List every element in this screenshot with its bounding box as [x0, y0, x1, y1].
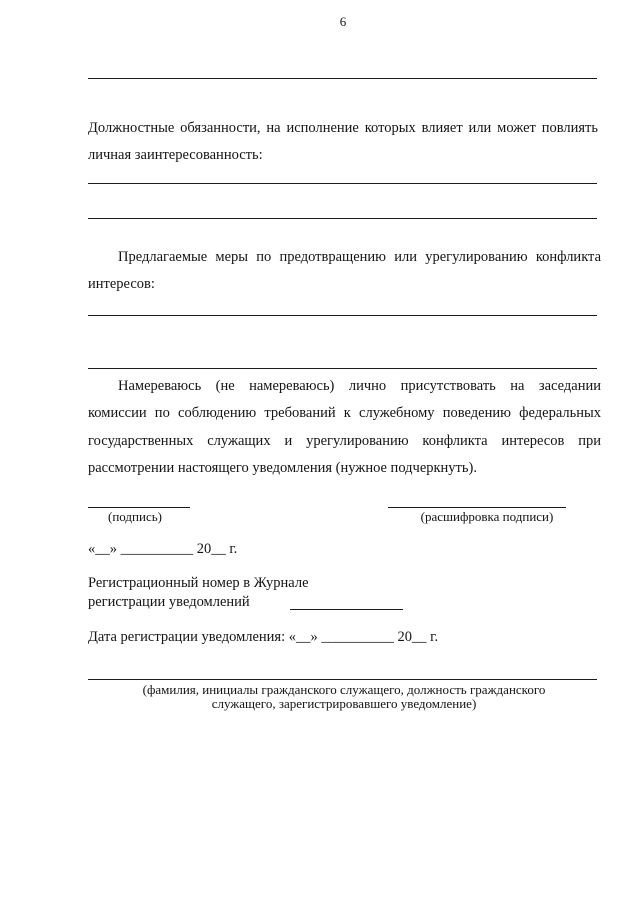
registrar-caption-line-2: служащего, зарегистрировавшего уведомление): [211, 696, 477, 711]
measures-text-line-1: Предлагаемые меры по предотвращению или урегулированию конфликта: [118, 249, 601, 265]
measures-text-line-2: интересов:: [88, 276, 155, 292]
signature-caption: (подпись): [108, 509, 162, 524]
registration-date-line: Дата регистрации уведомления: «__» __________ 20__ г.: [88, 629, 439, 645]
attendance-text-line-2: комиссии по соблюдению требований к служебному поведению федеральных: [88, 405, 601, 421]
attendance-text-line-4: рассмотрении настоящего уведомления (нужное подчеркнуть).: [88, 460, 477, 476]
signature-blank-line: [88, 507, 190, 508]
registrar-blank-line: [88, 679, 597, 680]
page-number: 6: [339, 14, 347, 29]
duties-text-line-1: Должностные обязанности, на исполнение которых влияет или может повлиять: [88, 120, 598, 136]
duties-blank-line-2: [88, 218, 597, 219]
attendance-text-line-1: Намереваюсь (не намереваюсь) лично присутствовать на заседании: [118, 378, 601, 394]
duties-text-line-2: личная заинтересованность:: [88, 147, 263, 163]
registration-number-label-line-1: Регистрационный номер в Журнале: [88, 575, 309, 591]
registration-number-blank-line: [290, 609, 403, 610]
blank-line-top: [88, 78, 597, 79]
measures-blank-line-1: [88, 315, 597, 316]
signature-transcript-caption: (расшифровка подписи): [420, 509, 554, 524]
registrar-caption-line-1: (фамилия, инициалы гражданского служащего, должность гражданского: [142, 682, 546, 697]
registration-number-label-line-2: регистрации уведомлений: [88, 594, 250, 610]
date-line: «__» __________ 20__ г.: [88, 541, 238, 557]
signature-transcript-blank-line: [388, 507, 566, 508]
measures-blank-line-2: [88, 368, 597, 369]
attendance-text-line-3: государственных служащих и урегулированию конфликта интересов при: [88, 433, 601, 449]
duties-blank-line-1: [88, 183, 597, 184]
